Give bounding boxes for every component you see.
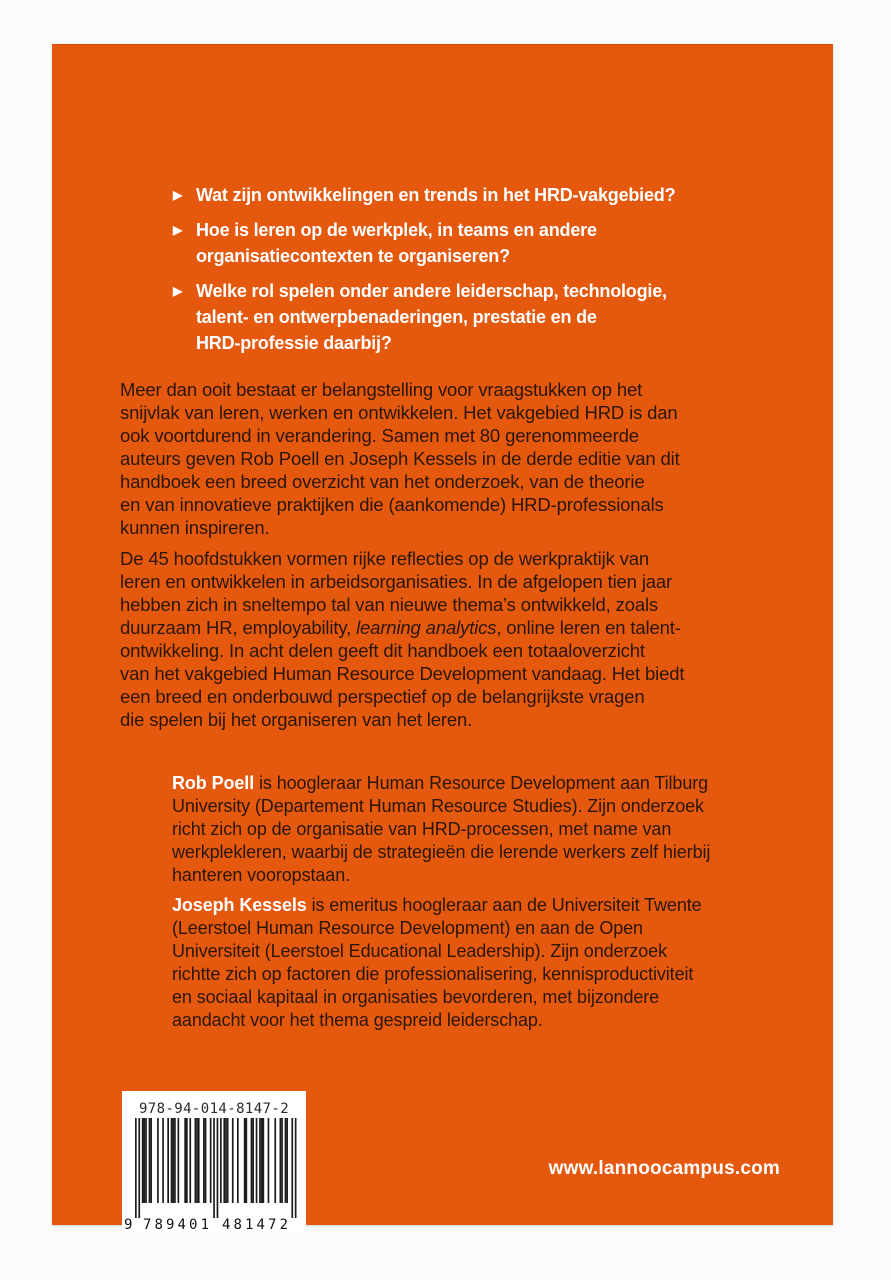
bullet-text: Wat zijn ontwikkelingen en trends in het HRD-vakgebied? [196,185,676,205]
barcode-bars [135,1118,297,1218]
bullet-triangle-icon: ▶ [173,188,183,202]
ean-barcode-graphic [122,1091,306,1232]
bullet-item [173,217,773,269]
author-bio-rob-poell: Rob Poell is hoogleraar Human Resource Development aan Tilburg University (Departement Human Resource Studies). Zijn onderzoek richt zich op de organisatie van HRD-processen, met name van werkplekleren, waarbij de strategieën die lerende werkers zelf hierbij hanteren vooropstaan. [172,773,711,885]
ean-first-digit: 9 [124,1217,133,1232]
isbn-barcode [122,1091,306,1232]
intro-paragraph: De 45 hoofdstukken vormen rijke reflecties op de werkpraktijk van leren en ontwikkelen in arbeidsorganisaties. In de afgelopen tien jaar hebben zich in sneltempo tal van nieuwe thema’s ontwikkeld, zoals duurzaam HR, employability, learning analytics, online leren en talent- ontwikkeling. In acht delen geeft dit handboek een totaaloverzicht van het vakgebied Human Resource Development vandaag. Het biedt een breed en onderbouwd perspectief op de belangrijkste vragen die spelen bij het organiseren van het leren. [120,548,685,730]
ean-right-group: 481472 [222,1217,288,1232]
bullet-item [173,182,773,208]
bullet-text: Hoe is leren op de werkplek, in teams en andere organisatiecontexten te organiseren? [196,220,597,266]
author-bio-joseph-kessels: Joseph Kessels is emeritus hoogleraar aan de Universiteit Twente (Leerstoel Human Resource Development) en aan de Open Universiteit (Leerstoel Educational Leadership). Zijn onderzoek richtte zich op factoren die professionalisering, kennisproductiviteit en sociaal kapitaal in organisaties bevorderen, met bijzondere aandacht voor het thema gespreid leiderschap. [172,895,702,1030]
bullet-triangle-icon: ▶ [173,223,183,237]
ean-left-group: 789401 [143,1217,209,1232]
intro-paragraph: Meer dan ooit bestaat er belangstelling voor vraagstukken op het snijvlak van leren, werken en ontwikkelen. Het vakgebied HRD is dan ook voortdurend in verandering. Samen met 80 gerenommeerde auteurs geven Rob Poell en Joseph Kessels in de derde editie van dit handboek een breed overzicht van het onderzoek, van de theorie en van innovatieve praktijken die (aankomende) HRD-professionals kunnen inspireren. [120,379,680,538]
bullet-item [173,278,773,356]
bullet-text: Welke rol spelen onder andere leiderschap, technologie, talent- en ontwerpbenaderingen, prestatie en de HRD-professie daarbij? [196,281,667,353]
book-back-cover [52,44,833,1232]
publisher-website: www.lannoocampus.com [548,1158,780,1179]
isbn-number: 978-94-014-8147-2 [138,1101,290,1117]
bullet-list [173,182,773,365]
bullet-triangle-icon: ▶ [173,284,183,298]
